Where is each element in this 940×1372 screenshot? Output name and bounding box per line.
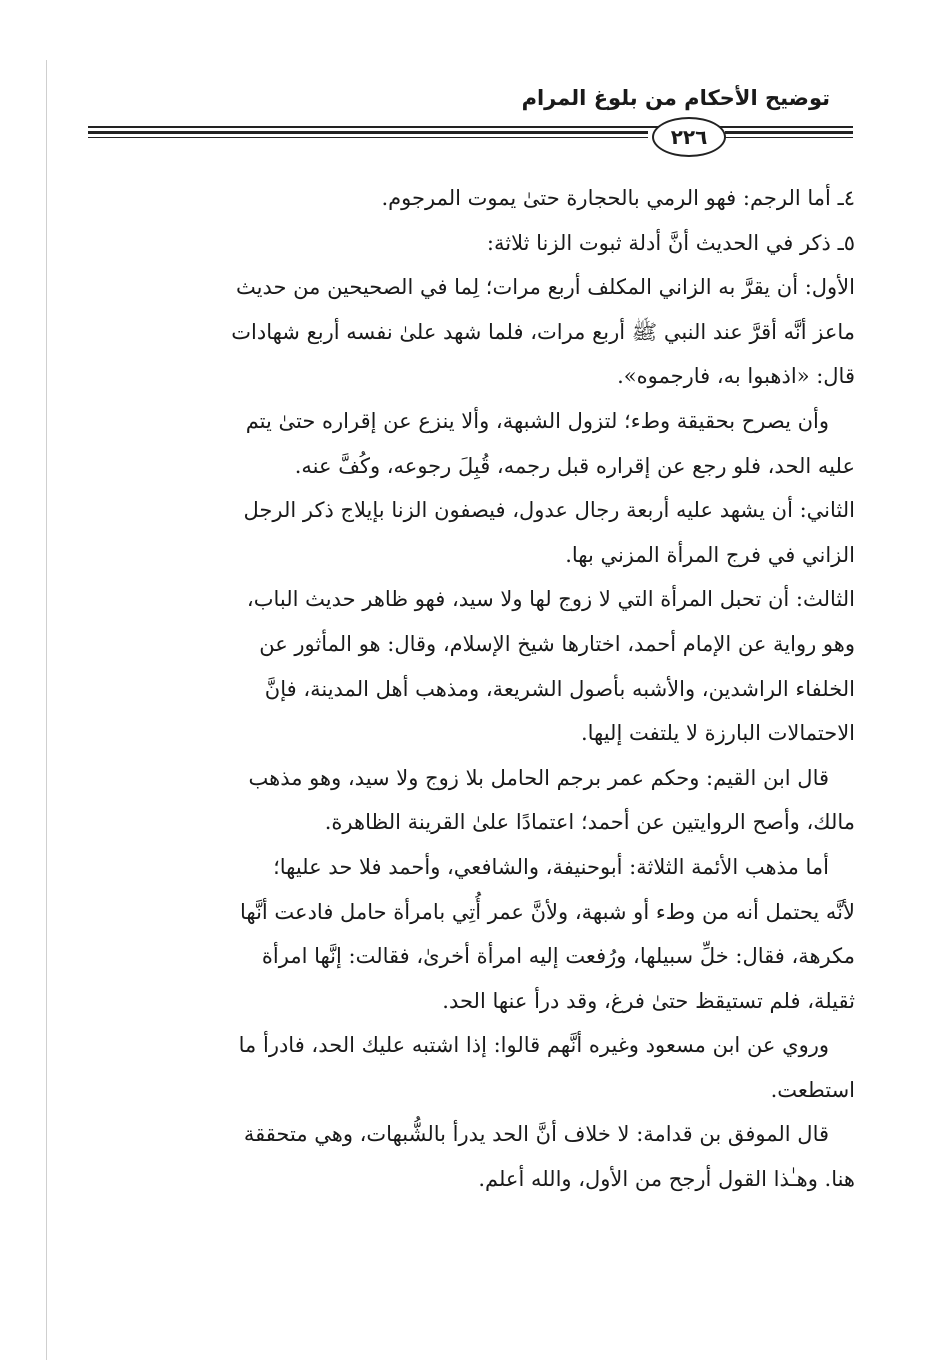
page-edge-line bbox=[46, 60, 47, 1360]
text-line: ٤ـ أما الرجم: فهو الرمي بالحجارة حتىٰ يموت المرجوم. bbox=[381, 186, 855, 210]
text-line: قال ابن القيم: وحكم عمر برجم الحامل بلا زوج ولا سيد، وهو مذهب bbox=[248, 765, 829, 790]
running-title: توضيح الأحكام من بلوغ المرام bbox=[521, 86, 830, 110]
header-rule-left-thin bbox=[88, 137, 648, 138]
header-rule-right-thin bbox=[725, 137, 853, 138]
page-number: ٢٢٦ bbox=[652, 117, 726, 157]
text-line: أما مذهب الأئمة الثلاثة: أبوحنيفة، والشافعي، وأحمد فلا حد عليها؛ bbox=[273, 854, 829, 879]
text-line: وأن يصرح بحقيقة وطء؛ لتزول الشبهة، وألا ينزع عن إقراره حتىٰ يتم bbox=[245, 408, 829, 433]
text-line: لأنَّه يحتمل أنه من وطء أو شبهة، ولأنَّ عمر أُتِي بامرأة حامل فادعت أنَّها bbox=[240, 899, 855, 924]
text-line: وروي عن ابن مسعود وغيره أنَّهم قالوا: إذا اشتبه عليك الحد، فادرأ ما bbox=[238, 1033, 829, 1058]
text-line: الأول: أن يقرَّ به الزاني المكلف أربع مرات؛ لِما في الصحيحين من حديث bbox=[236, 275, 855, 300]
header-rule-left bbox=[88, 131, 648, 134]
text-line: وهو رواية عن الإمام أحمد، اختارها شيخ الإسلام، وقال: هو المأثور عن bbox=[259, 631, 855, 656]
text-line: قال الموفق بن قدامة: لا خلاف أنَّ الحد يدرأ بالشُّبهات، وهي متحققة bbox=[243, 1122, 829, 1147]
text-line: استطعت. bbox=[770, 1077, 855, 1102]
text-line: الاحتمالات البارزة لا يلتفت إليها. bbox=[580, 721, 855, 746]
text-line: قال: «اذهبوا به، فارجموه». bbox=[617, 364, 855, 389]
text-line: هنا. وهـٰذا القول أرجح من الأول، والله أعلم. bbox=[478, 1167, 855, 1192]
header-rule bbox=[88, 126, 853, 128]
text-line: الزاني في فرج المرأة المزني بها. bbox=[565, 542, 855, 567]
text-line: مكرهة، فقال: خلِّ سبيلها، ورُفعت إليه امرأة أخرىٰ، فقالت: إنَّها امرأة bbox=[261, 944, 855, 969]
text-line: عليه الحد، فلو رجع عن إقراره قبل رجمه، قُبِلَ رجوعه، وكُفَّ عنه. bbox=[294, 453, 855, 478]
text-line: الخلفاء الراشدين، والأشبه بأصول الشريعة، ومذهب أهل المدينة، فإنَّ bbox=[264, 676, 855, 701]
text-line: ماعز أنَّه أقرَّ عند النبي ﷺ أربع مرات، فلما شهد علىٰ نفسه أربع شهادات bbox=[231, 319, 855, 344]
text-line: الثالث: أن تحبل المرأة التي لا زوج لها ولا سيد، فهو ظاهر حديث الباب، bbox=[246, 587, 855, 612]
text-line: مالك، وأصح الروايتين عن أحمد؛ اعتمادًا علىٰ القرينة الظاهرة. bbox=[324, 810, 855, 835]
text-line: ثقيلة، فلم تستيقظ حتىٰ فرغ، وقد درأ عنها الحد. bbox=[442, 988, 855, 1013]
text-line: الثاني: أن يشهد عليه أربعة رجال عدول، فيصفون الزنا بإيلاج ذكر الرجل bbox=[243, 498, 855, 523]
page-body bbox=[78, 176, 855, 1202]
header-rule-right bbox=[725, 131, 853, 134]
text-line: ٥ـ ذكر في الحديث أنَّ أدلة ثبوت الزنا ثلاثة: bbox=[486, 230, 855, 255]
